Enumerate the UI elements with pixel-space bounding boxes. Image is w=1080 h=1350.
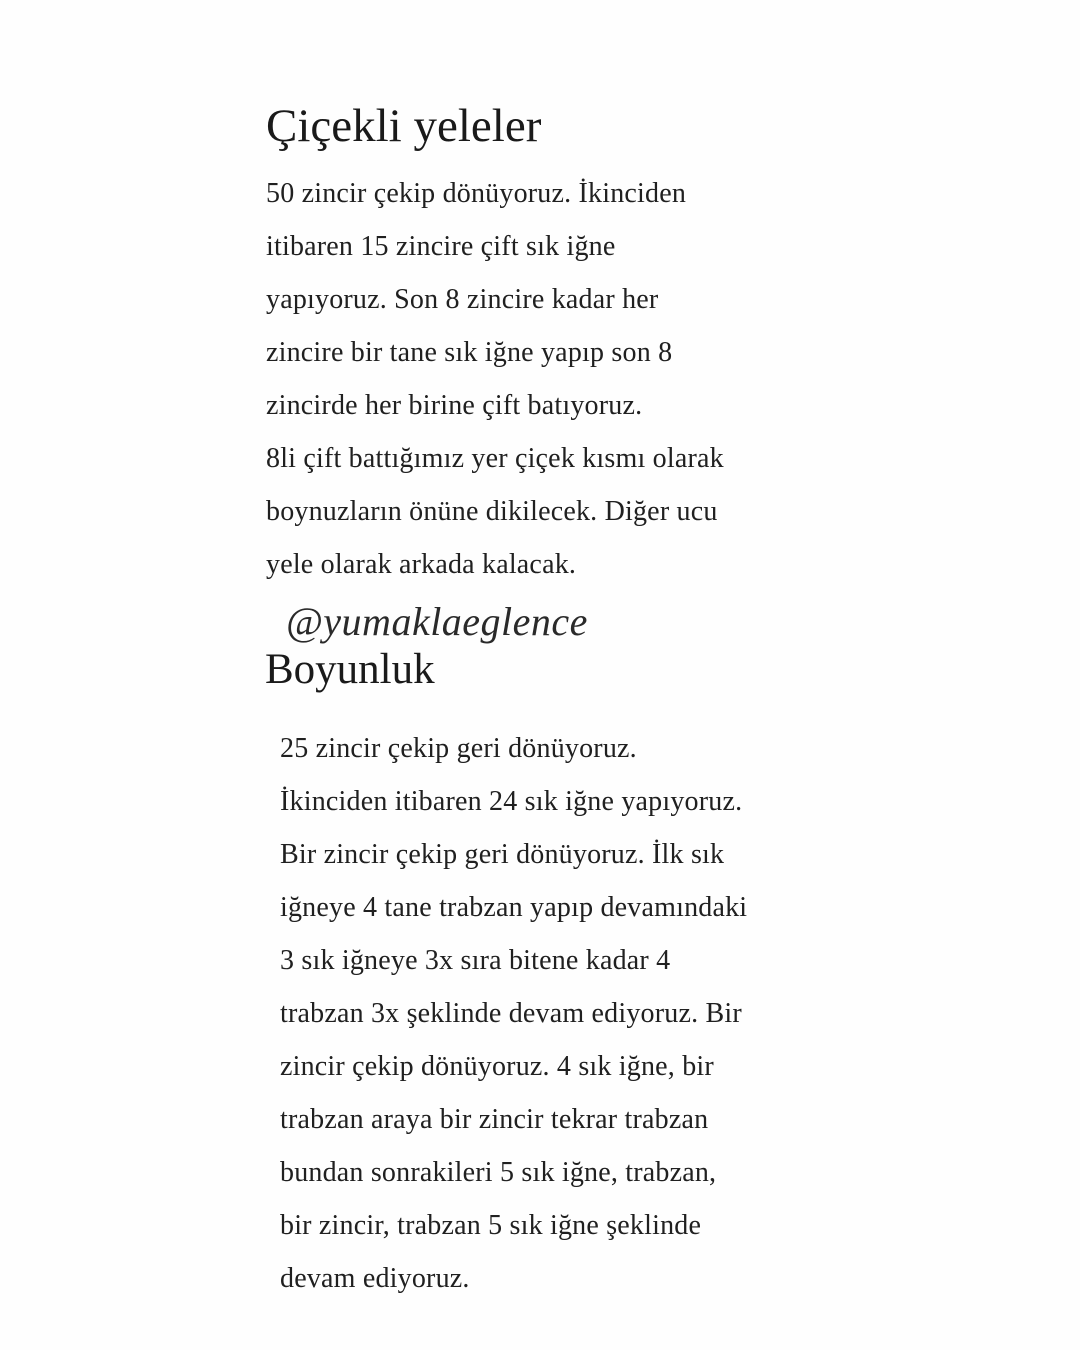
text-line: yele olarak arkada kalacak. [266,549,577,580]
text-line: yapıyoruz. Son 8 zincire kadar her [266,284,659,315]
text-line: Bir zincir çekip geri dönüyoruz. İlk sık [280,839,725,870]
text-line: zincirde her birine çift batıyoruz. [266,390,643,421]
text-line: bundan sonrakileri 5 sık iğne, trabzan, [280,1157,717,1188]
text-line: 8li çift battığımız yer çiçek kısmı olarak [266,443,724,474]
text-line: devam ediyoruz. [280,1263,470,1294]
text-line: iğneye 4 tane trabzan yapıp devamındaki [280,892,748,923]
watermark-handle: @yumaklaeglence [286,599,588,644]
text-line: zincire bir tane sık iğne yapıp son 8 [266,337,673,368]
text-line: zincir çekip dönüyoruz. 4 sık iğne, bir [280,1051,714,1082]
text-line: 25 zincir çekip geri dönüyoruz. [280,733,637,764]
text-line: itibaren 15 zincire çift sık iğne [266,231,616,262]
section-title-boyunluk: Boyunluk [265,646,435,693]
text-line: bir zincir, trabzan 5 sık iğne şeklinde [280,1210,702,1241]
text-line: İkinciden itibaren 24 sık iğne yapıyoruz. [280,786,743,817]
text-line: trabzan 3x şeklinde devam ediyoruz. Bir [280,998,742,1029]
text-line: trabzan araya bir zincir tekrar trabzan [280,1104,709,1135]
instructions-boyunluk [280,722,747,1305]
text-line: 50 zincir çekip dönüyoruz. İkinciden [266,178,687,209]
text-line: 3 sık iğneye 3x sıra bitene kadar 4 [280,945,671,976]
instructions-cicekli-yeleler [266,167,724,591]
text-line: boynuzların önüne dikilecek. Diğer ucu [266,496,718,527]
section-title-cicekli-yeleler: Çiçekli yeleler [266,100,542,152]
